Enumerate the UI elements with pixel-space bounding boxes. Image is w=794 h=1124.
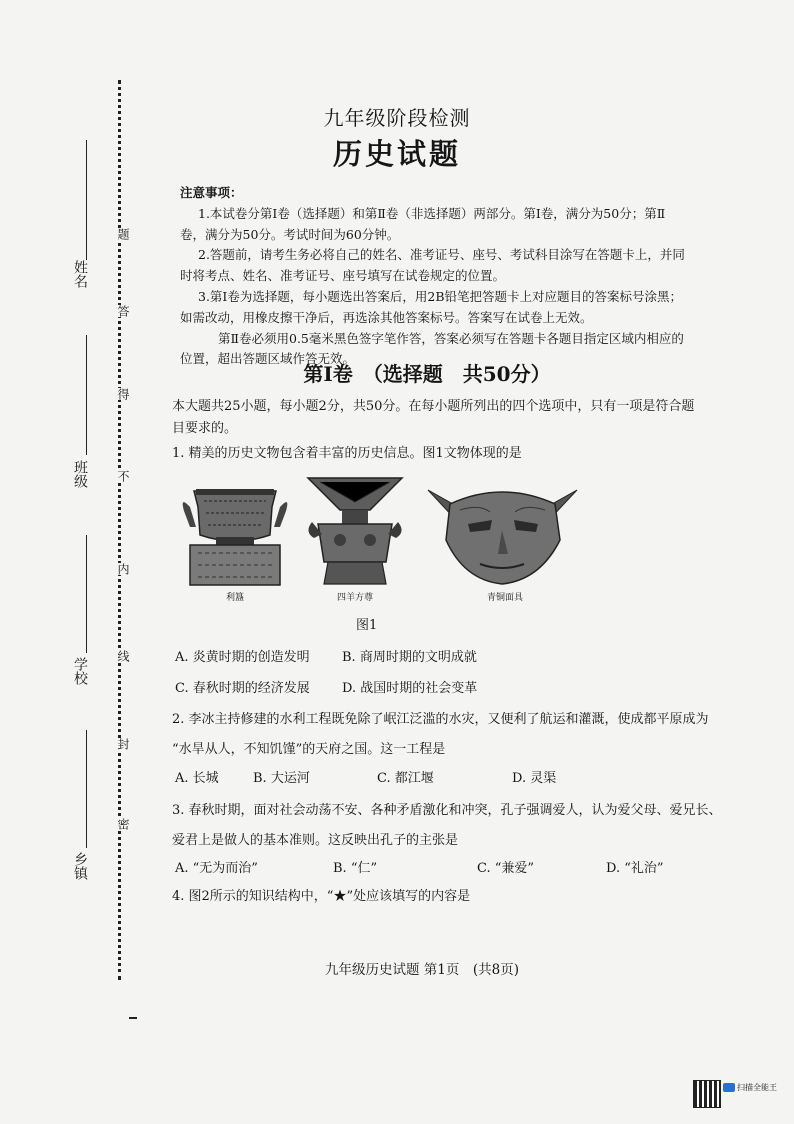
name-label: 姓名 (72, 260, 88, 288)
scanner-logo-icon (723, 1083, 735, 1092)
li-gui-image (170, 477, 300, 592)
q4-stem: 4. 图2所示的知识结构中，“★”处应该填写的内容是 (172, 889, 471, 904)
q3-stem-line: 3. 春秋时期，面对社会动荡不安、各种矛盾激化和冲突，孔子强调爱人，认为爱父母、爱兄长、 (172, 803, 722, 818)
q1-option-d: D. 战国时期的社会变革 (342, 681, 478, 696)
notes-line: 时将考点、姓名、准考证号、座号填写在试卷规定的位置。 (180, 268, 506, 284)
figure-label-siyang: 四羊方尊 (336, 593, 373, 603)
school-underline (86, 535, 87, 653)
figure-label-ligui: 利簋 (225, 593, 244, 603)
notes-line: 如需改动，用橡皮擦干净后，再选涂其他答案标号。答案写在试卷上无效。 (180, 309, 593, 325)
q3-stem-line: 爱君上是做人的基本准则。这反映出孔子的主张是 (172, 833, 459, 848)
q2-option-b: B. 大运河 (253, 771, 310, 786)
watermark-text: 扫描全能王 (737, 1083, 777, 1092)
notes-line: 1.本试卷分第Ⅰ卷（选择题）和第Ⅱ卷（非选择题）两部分。第Ⅰ卷，满分为50分；第Ⅱ (198, 205, 666, 221)
instructions (172, 396, 772, 440)
school-label: 学校 (72, 657, 88, 685)
q1-option-c: C. 春秋时期的经济发展 (175, 681, 310, 696)
page-footer: 九年级历史试题 第1页 (共8页) (324, 962, 519, 978)
school-field (70, 535, 94, 695)
notes-line: 3.第Ⅰ卷为选择题，每小题选出答案后，用2B铅笔把答题卡上对应题目的答案标号涂黑； (198, 288, 683, 304)
figure-1-caption: 图1 (356, 618, 378, 633)
seal-char: 答 (116, 305, 130, 317)
exam-subtitle: 九年级阶段检测 (323, 106, 471, 130)
bronze-mask-image (420, 480, 585, 590)
q3-option-a: A. “无为而治” (175, 861, 258, 876)
notes-line: 第Ⅱ卷必须用0.5毫米黑色签字笔作答，答案必须写在答题卡各题目指定区域内相应的 (218, 330, 684, 346)
seal-char: 不 (116, 470, 130, 482)
seal-char: 内 (116, 563, 130, 575)
town-field (70, 730, 94, 890)
scanner-watermark (693, 1080, 785, 1108)
seal-char: 封 (116, 738, 130, 750)
q3-stem (172, 796, 772, 856)
notes-line: 2.答题前，请考生务必将自己的姓名、准考证号、座号、考试科目涂写在答题卡上，并同 (198, 247, 685, 263)
town-label: 乡镇 (72, 852, 88, 880)
notes-line: 位置，超出答题区域作答无效。 (180, 351, 356, 367)
qr-code-icon (693, 1080, 721, 1108)
q3-option-c: C. “兼爱” (477, 861, 535, 876)
exam-title: 历史试题 (332, 137, 461, 171)
q1-option-b: B. 商周时期的文明成就 (342, 650, 477, 665)
seal-char: 线 (116, 650, 130, 662)
q3-option-b: B. “仁” (333, 861, 378, 876)
instructions-line: 目要求的。 (172, 421, 238, 436)
q2-option-a: A. 长城 (175, 771, 219, 786)
seal-char: 题 (116, 228, 130, 240)
seal-char: 得 (116, 388, 130, 400)
section-heading: 第Ⅰ卷 （选择题 共50分） (303, 362, 551, 386)
notes-line: 卷，满分为50分。考试时间为60分钟。 (180, 226, 400, 242)
figure-1 (170, 472, 590, 607)
q2-option-c: C. 都江堰 (377, 771, 434, 786)
q3-option-d: D. “礼治” (606, 861, 664, 876)
q2-stem-line: “水旱从人，不知饥馑”的天府之国。这一工程是 (172, 742, 446, 757)
seal-char: 密 (116, 818, 130, 830)
figure-label-mask: 青铜面具 (486, 593, 523, 603)
class-label: 班级 (72, 460, 88, 488)
stray-mark (129, 1017, 137, 1019)
class-underline (86, 335, 87, 455)
town-underline (86, 730, 87, 848)
q1-option-a: A. 炎黄时期的创造发明 (175, 650, 310, 665)
q2-option-d: D. 灵渠 (512, 771, 557, 786)
q2-stem (172, 705, 772, 765)
q2-stem-line: 2. 李冰主持修建的水利工程既免除了岷江泛滥的水灾，又便利了航运和灌溉，使成都平原成为 (172, 712, 709, 727)
q1-stem: 1. 精美的历史文物包含着丰富的历史信息。图1文物体现的是 (172, 446, 522, 461)
instructions-line: 本大题共25小题，每小题2分，共50分。在每小题所列出的四个选项中，只有一项是符合题 (172, 399, 695, 414)
notes-block (180, 183, 765, 370)
four-ram-square-zun-image (300, 472, 410, 590)
binding-dotted-line (118, 80, 121, 980)
notes-heading: 注意事项： (180, 185, 243, 200)
